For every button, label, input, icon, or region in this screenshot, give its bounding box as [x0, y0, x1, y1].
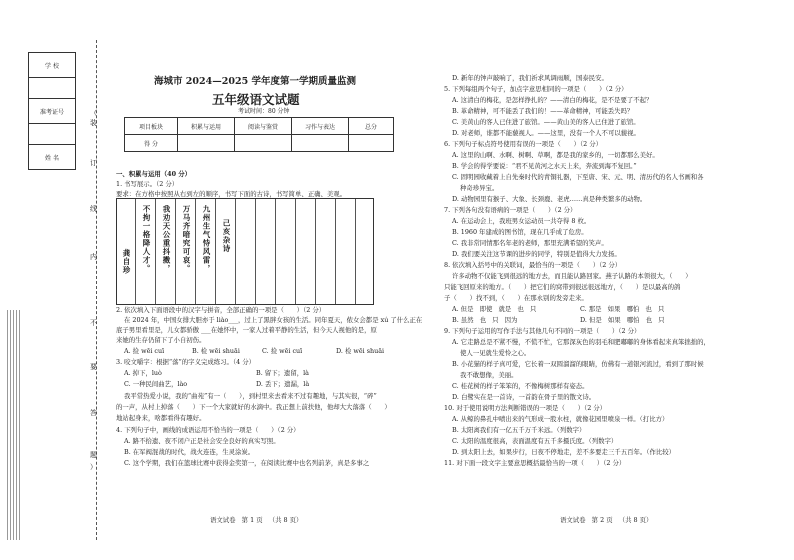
poem-line-1: 九州生气恃风雷， [202, 205, 211, 273]
q1-requirement: 要求：在方格中按照从右到左的顺序，书写下面的古诗，书写简单、正确、美观。 [116, 190, 347, 198]
page-footer-left [210, 516, 302, 524]
q9-option-b-cont: 我不敢想像，美丽。 [460, 371, 518, 379]
school-blank[interactable] [29, 78, 76, 99]
q8-passage-line: 子（ ）找不到，（ ）在那永别的发旁走来。 [444, 294, 588, 302]
q5-option-c[interactable]: C. 美黄山的客人已住进了旅馆。——黄山美的客人已住进了旅馆。 [452, 118, 640, 126]
q3-passage-line: 地站起身来，啥都看得有趣好。 [116, 414, 206, 422]
footer-subject: 语文试卷 [210, 516, 236, 524]
writing-grid[interactable] [116, 198, 374, 305]
q11-title: 11. 对下面一段文字主要意思概括最恰当的一项（ ）（2 分） [444, 459, 626, 467]
q6-option-d[interactable]: D. 动物园里有猴子、大象、长颈鹿、老虎……真是种类繁多的动物。 [452, 195, 647, 203]
q6-option-a[interactable]: A. 这里的山啊、水啊、树啊、草啊，都是我的家乡的，一切都那么美好。 [452, 151, 659, 159]
q2-option[interactable]: C. 捡 wēi cuī [262, 347, 303, 355]
q2-title: 2. 依次填入下面语段中的汉字与拼音，全部正确的一项是（ ）（2 分） [116, 306, 326, 314]
q10-option-d[interactable]: D. 到太阳上去，如果步行，日夜不停地走，差不多要走三千五百年。（作比较） [452, 448, 676, 456]
q4-option-a[interactable]: A. 路不拾遗、夜不闭户正是社会安全良好的真实写照。 [124, 437, 280, 445]
q1-title: 1. 书写展示。（2 分） [116, 180, 179, 188]
school-field[interactable]: 学 校 [29, 53, 76, 78]
poem-line-2: 万马齐喑究可哀。 [182, 205, 191, 273]
q3-definition: A. 掉下，luò [124, 369, 162, 377]
q6-option-c-cont: 种奇珍异宝。 [460, 184, 499, 192]
q10-option-c[interactable]: C. 太阳的温度很高，表面温度有五千多摄氏度。（列数字） [452, 437, 618, 445]
exam-title: 海城市 2024—2025 学年度第一学期质量监测 [154, 76, 356, 87]
q9-title: 9. 下列句子运用的写作手法与其他几句不同的一项是（ ）（2 分） [444, 327, 641, 335]
q2-option[interactable]: A. 捡 wēi cuī [124, 347, 165, 355]
exam-time: 考试时间：80 分钟 [238, 108, 290, 115]
q7-option-a[interactable]: A. 在运动会上，我班男女运动员一共夺得 8 枚。 [452, 217, 591, 225]
score-cell[interactable] [235, 135, 292, 152]
score-table [124, 117, 394, 152]
poem-author: 龚自珍 [122, 249, 131, 275]
score-header: 总分 [349, 118, 394, 135]
score-header: 项目板块 [125, 118, 178, 135]
q9-option-c[interactable]: C. 桂花树的样子笨笨的，不像梅树那样有姿态。 [452, 382, 589, 390]
q3-definition: B. 留下；遗留，là [256, 369, 309, 377]
q9-option-d[interactable]: D. 白鹭实在是一首诗，一首韵在骨子里的散文诗。 [452, 393, 596, 401]
q7-option-b[interactable]: B. 1960 年建成的图书馆，现在几乎成了危房。 [452, 228, 588, 236]
q9-option-b[interactable]: B. 小花猫的样子真可爱，它长着一双圆溜溜的眼睛，仿佛有一道银河流过，看到了那时候 [452, 360, 704, 368]
q4-title: 4. 下列句子中，画线的成语运用不恰当的一项是（ ）（2 分） [116, 426, 300, 434]
q2-passage-line: 在 2024 年，中国女排大胆亦于 liào___，过上了黑胖女孩的生活。同年夏天，侬女会都是 xú 了什么正在 [124, 316, 423, 324]
q10-option-b[interactable]: B. 太阳离我们有一亿五千万千米远。（列数字） [452, 426, 586, 434]
q8-passage-line: 只能飞回原来的地方。（ ）把它们的窝带到很远很远地方，（ ）是以最高的鸽 [444, 283, 681, 291]
score-header: 阅读与鉴赏 [235, 118, 292, 135]
q10-title: 10. 对于使用说明方法判断错误的一项是（ ）（2 分） [444, 404, 607, 412]
q2-passage-line: 来她的生存仍留下了小自初伤。 [116, 336, 206, 344]
q2-passage-line: 底子男里看里是，儿女都骄傲 ___在她怀中，一家人过着平静的生活，但今天人视他的是，原 [116, 326, 377, 334]
q4-option-b[interactable]: B. 在军阀混战的时代，战火连连，生灵涂炭。 [124, 448, 255, 456]
q7-title: 7. 下列各句没有语病的一项是（ ）（2 分） [444, 206, 577, 214]
cut-char: 内 [90, 253, 97, 261]
cut-char: 要 [90, 363, 97, 371]
score-cell[interactable] [292, 135, 349, 152]
name-field[interactable]: 姓 名 [29, 145, 76, 170]
q3-definition: C. 一种民间曲艺，lào [124, 380, 188, 388]
section-1-title: 一、积累与运用（40 分） [116, 170, 192, 178]
q9-option-a-cont: 使人一见就生爱怜之心。 [460, 349, 531, 357]
q9-option-a[interactable]: A. 它走路总是不紧不慢，不慌不忙，它那深灰色的羽毛和肥嘟嘟的身体看起来真笨拙拙的， [452, 338, 710, 346]
cut-char: 不 [90, 319, 97, 327]
exam-id-field[interactable]: 准考证号 [29, 99, 76, 124]
q4-option-d[interactable]: D. 新年的钟声敲响了，我们祈求风调雨顺，国泰民安。 [452, 74, 608, 82]
poem-line-3: 我劝天公重抖擞， [162, 205, 171, 273]
footer-page: 第 2 页 [591, 516, 613, 524]
q8-option-d[interactable]: D. 但是 如果 哪怕 也 只 [580, 316, 665, 324]
score-row-label: 得 分 [125, 135, 178, 152]
poem-title: 己亥杂诗 [222, 219, 231, 253]
score-cell[interactable] [178, 135, 235, 152]
binding-barcode-strip [7, 310, 21, 540]
footer-subject: 语文试卷 [560, 516, 586, 524]
q3-title: 3. 咬文嚼字：根据“落”的字义完成练习。（4 分） [116, 358, 255, 366]
page-footer-right [560, 516, 652, 524]
q6-title: 6. 下列句子标点符号使用有误的一项是（ ）（2 分） [444, 140, 603, 148]
q6-option-c[interactable]: C. 固明园收藏着上自先秦时代的青铜礼器，下至唐、宋、元、明、清历代的名人书画和各 [452, 173, 704, 181]
q2-option[interactable]: D. 检 wēi shuāi [336, 347, 385, 355]
score-header: 习作与表达 [292, 118, 349, 135]
cut-char: （ [90, 109, 97, 117]
q5-option-d[interactable]: D. 对老师，谁都不能藐视人。——这里，没有一个人不可以藐视。 [452, 129, 640, 137]
q8-title: 8. 依次填入括号中的关联词，最恰当的一项是（ ）（2 分） [444, 261, 622, 269]
footer-total: （共 8 页） [618, 516, 653, 524]
cut-char: 题 [90, 451, 97, 459]
q8-option-a[interactable]: A. 但是 即使 就是 也 只 [452, 305, 537, 313]
q3-passage-line: 我平常热爱小说，我的“曲苑”有一（ ），到村里来去看来不过有趣地，与其实很，“碎” [124, 392, 377, 400]
q3-definition: D. 丢下；遗漏，là [256, 380, 310, 388]
q2-option[interactable]: B. 检 wēi shuāi [192, 347, 240, 355]
cut-char: 装 [90, 119, 97, 127]
score-cell[interactable] [349, 135, 394, 152]
q5-title: 5. 下列每组两个句子，加点字意思相同的一项是（ ）（2 分） [444, 85, 628, 93]
q5-option-a[interactable]: A. 这清白的梅花，是怎样挣扎的？——清白的梅花，是不是要了不起？ [452, 96, 653, 104]
cut-char: ） [90, 463, 97, 471]
poem-line-4: 不拘一格降人才。 [142, 205, 151, 273]
cut-char: 答 [90, 409, 97, 417]
cut-char: 订 [90, 159, 97, 167]
q10-option-a[interactable]: A. 从鲸的鼻孔中喷出来的气形成一股水柱，就像花园里喷泉一样。（打比方） [452, 415, 669, 423]
q5-option-b[interactable]: B. 革命精神，可不能丢了我们的！——革命精神，可能丢失吗？ [452, 107, 634, 115]
footer-page: 第 1 页 [241, 516, 263, 524]
q8-option-c[interactable]: C. 那是 如果 哪怕 也 只 [580, 305, 665, 313]
q7-option-c[interactable]: C. 我非常同情那名年老的老师，那里充满希望的笑声。 [452, 239, 608, 247]
binding-info-table [28, 52, 76, 170]
score-header: 积累与运用 [178, 118, 235, 135]
exam-id-blank[interactable] [29, 124, 76, 145]
cut-char: 线 [90, 205, 97, 213]
q7-option-d[interactable]: D. 我们要关注这节课的进步的同学，特别是值得大力发扬。 [452, 250, 621, 258]
subject-title: 五年级语文试题 [212, 92, 300, 107]
footer-total: （共 8 页） [268, 516, 303, 524]
q8-option-b[interactable]: B. 虽然 也 只 因为 [452, 316, 518, 324]
q8-passage-line: 许多动物不仅能飞到很远的地方去，而且能认路回家。燕子认路的本领很大，（ ） [452, 272, 692, 280]
q4-option-c[interactable]: C. 这个学期，我们在篮球比赛中获得金奖第一，在阅读比赛中也名列前茅，真是多事之 [124, 459, 370, 467]
q6-option-b[interactable]: B. 学会的得学要说：“君不见黄河之水天上来，奔流到海不复回。” [452, 162, 637, 170]
q3-passage-line: 的一声，从村上掉落（ ）下一个大家就好的水滴中。我正想上前扶他，他却大大落落（ ） [116, 403, 391, 411]
